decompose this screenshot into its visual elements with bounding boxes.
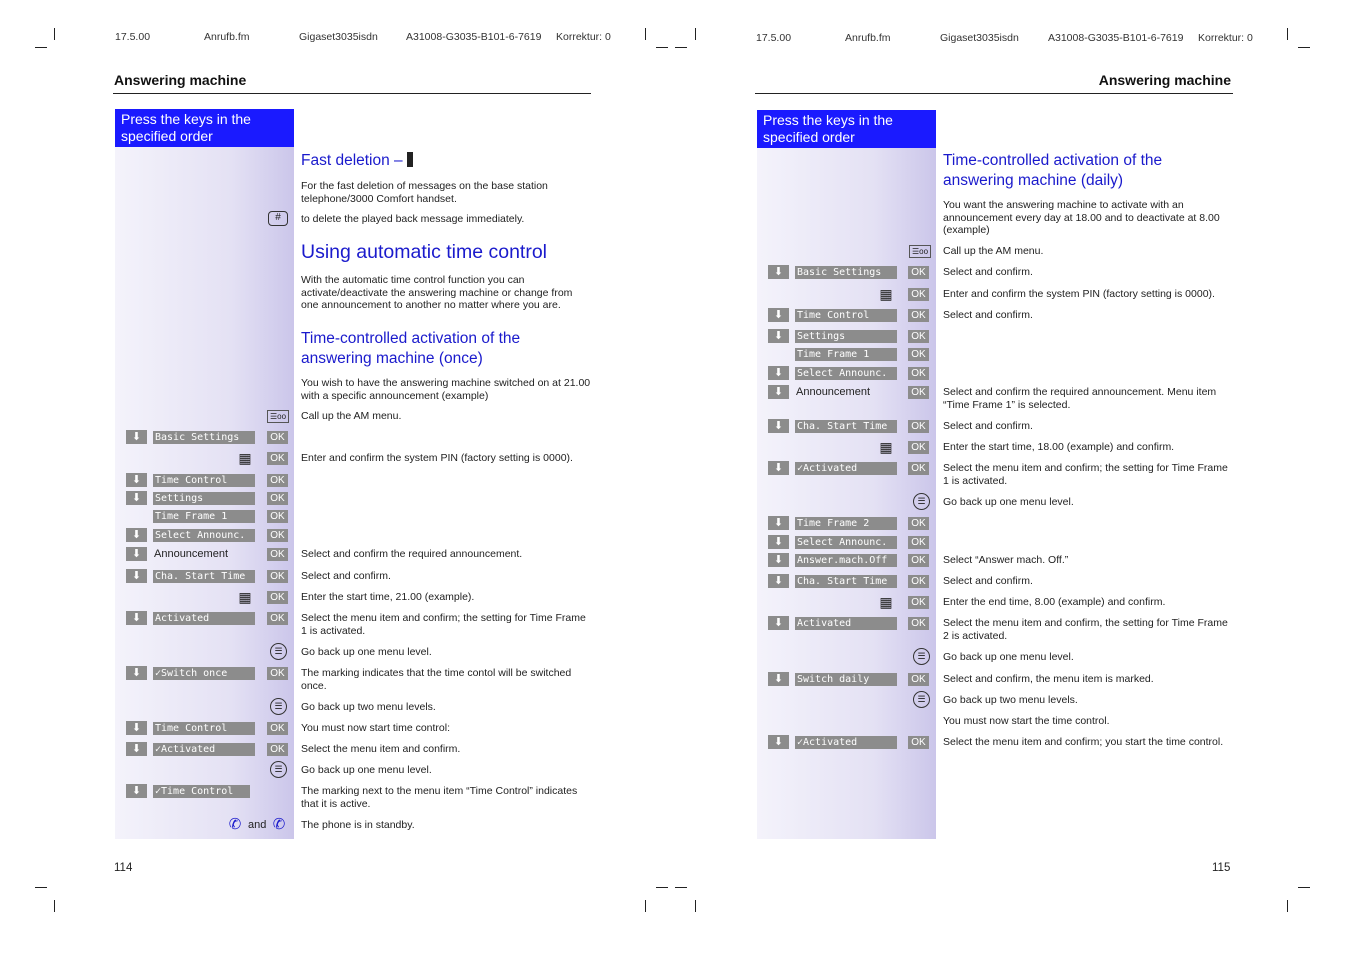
step-text: Select the menu item and confirm; you start the time control.	[943, 736, 1224, 748]
down-arrow-icon[interactable]: ⬇	[768, 535, 789, 549]
step-text: The phone is in standby.	[301, 819, 415, 831]
hash-key-icon[interactable]: #	[268, 211, 288, 226]
step-text: Select and confirm.	[943, 266, 1033, 278]
ok-button[interactable]: OK	[908, 462, 929, 475]
ok-button[interactable]: OK	[267, 591, 288, 604]
display-item[interactable]: Cha. Start Time	[153, 570, 255, 583]
step-text: Call up the AM menu.	[943, 245, 1044, 257]
display-item[interactable]: ✓Activated	[795, 462, 897, 475]
display-item[interactable]: Time Control	[795, 309, 897, 322]
ok-button[interactable]: OK	[267, 510, 288, 523]
crop-mark	[35, 887, 47, 888]
display-item[interactable]: Select Announc.	[795, 536, 897, 549]
step-text: Enter the start time, 21.00 (example).	[301, 591, 475, 603]
ok-button[interactable]: OK	[267, 722, 288, 735]
header-product: Gigaset3035isdn	[299, 31, 378, 43]
crop-mark	[675, 887, 687, 888]
menu-back-key-icon[interactable]: ☰	[913, 648, 930, 665]
display-item[interactable]: ✓Switch once	[153, 667, 255, 680]
title-rule	[113, 93, 591, 94]
once-text: You wish to have the answering machine switched on at 21.00 with a specific announcement (example)	[301, 377, 591, 402]
auto-time-title: Using automatic time control	[301, 241, 548, 263]
ok-button[interactable]: OK	[267, 452, 288, 465]
ok-button[interactable]: OK	[267, 612, 288, 625]
down-arrow-icon[interactable]: ⬇	[126, 473, 147, 487]
down-arrow-icon[interactable]: ⬇	[126, 430, 147, 444]
ok-button[interactable]: OK	[267, 743, 288, 756]
am-menu-key-icon[interactable]: ☰oo	[267, 410, 289, 423]
header-product: Gigaset3035isdn	[940, 32, 1019, 44]
display-item[interactable]: Time Control	[153, 722, 255, 735]
daily-text: You want the answering machine to activate with an announcement every day at 18.00 and to deactivate at 8.00 (example)	[943, 199, 1220, 236]
step-text: Select and confirm the required announcement. Menu item “Time Frame 1” is selected.	[943, 386, 1217, 411]
crop-mark	[675, 47, 687, 48]
page-number: 115	[1212, 862, 1231, 874]
display-item[interactable]: Activated	[153, 612, 255, 625]
step-text: Select and confirm, the menu item is marked.	[943, 673, 1154, 685]
step-text: Select the menu item and confirm; the setting for Time Frame 1 is activated.	[301, 612, 586, 637]
down-arrow-icon[interactable]: ⬇	[126, 666, 147, 680]
ok-button[interactable]: OK	[908, 517, 929, 530]
down-arrow-icon[interactable]: ⬇	[768, 419, 789, 433]
step-text: Go back up two menu levels.	[943, 694, 1078, 706]
step-text: Select and confirm.	[943, 309, 1033, 321]
ok-button[interactable]: OK	[908, 330, 929, 343]
down-arrow-icon[interactable]: ⬇	[768, 329, 789, 343]
ok-button[interactable]: OK	[908, 309, 929, 322]
step-text: Select and confirm.	[943, 575, 1033, 587]
ok-button[interactable]: OK	[267, 492, 288, 505]
header-korrektur: Korrektur: 0	[1198, 32, 1253, 44]
step-text: Go back up one menu level.	[943, 496, 1074, 508]
down-arrow-icon[interactable]: ⬇	[126, 784, 147, 798]
down-arrow-icon[interactable]: ⬇	[768, 265, 789, 279]
step-text: Select and confirm the required announcement.	[301, 548, 523, 560]
down-arrow-icon[interactable]: ⬇	[768, 516, 789, 530]
step-text: Enter and confirm the system PIN (factory setting is 0000).	[301, 452, 573, 464]
down-arrow-icon[interactable]: ⬇	[768, 366, 789, 380]
ok-button[interactable]: OK	[267, 474, 288, 487]
ok-button[interactable]: OK	[267, 548, 288, 561]
ok-button[interactable]: OK	[908, 596, 929, 609]
display-item[interactable]: ✓Activated	[153, 743, 255, 756]
crop-mark	[656, 47, 668, 48]
crop-mark	[54, 900, 55, 912]
menu-item-plain[interactable]: Announcement	[154, 548, 228, 560]
keypad-icon[interactable]: ▦	[879, 439, 893, 455]
and-label: and	[248, 819, 267, 831]
display-item[interactable]: Select Announc.	[153, 529, 255, 542]
handset-icon	[407, 152, 413, 167]
ok-button[interactable]: OK	[908, 288, 929, 301]
crop-mark	[1287, 28, 1288, 40]
step-text: Enter and confirm the system PIN (factory setting is 0000).	[943, 288, 1215, 300]
step-text: The marking next to the menu item “Time Control” indicates that it is active.	[301, 785, 578, 810]
step-text: Select the menu item and confirm; the setting for Time Frame 1 is activated.	[943, 462, 1228, 487]
down-arrow-icon[interactable]: ⬇	[768, 735, 789, 749]
ok-button[interactable]: OK	[908, 348, 929, 361]
am-menu-text: Call up the AM menu.	[301, 410, 402, 422]
ok-button[interactable]: OK	[908, 554, 929, 567]
step-text: Select the menu item and confirm, the setting for Time Frame 2 is activated.	[943, 617, 1228, 642]
crop-mark	[695, 28, 696, 40]
display-item[interactable]: Select Announc.	[795, 367, 897, 380]
handset-lift-icon[interactable]: ✆	[228, 816, 242, 833]
menu-back-key-icon[interactable]: ☰	[270, 643, 287, 660]
title-rule	[755, 93, 1233, 94]
crop-mark	[1287, 900, 1288, 912]
hash-text: to delete the played back message immediately.	[301, 213, 525, 225]
display-item[interactable]: Basic Settings	[795, 266, 897, 279]
crop-mark	[1298, 887, 1310, 888]
step-text: Go back up one menu level.	[301, 764, 432, 776]
keypad-icon[interactable]: ▦	[879, 286, 893, 302]
down-arrow-icon[interactable]: ⬇	[126, 528, 147, 542]
display-item[interactable]: Activated	[795, 617, 897, 630]
step-text: The marking indicates that the time contol will be switched once.	[301, 667, 572, 692]
down-arrow-icon[interactable]: ⬇	[768, 308, 789, 322]
display-item[interactable]: Basic Settings	[153, 431, 255, 444]
display-item[interactable]: Answer.mach.Off	[795, 554, 897, 567]
menu-back-key-icon[interactable]: ☰	[913, 493, 930, 510]
display-item[interactable]: Switch daily	[795, 673, 897, 686]
keys-header: Press the keys in the specified order	[115, 109, 294, 147]
crop-mark	[1298, 47, 1310, 48]
page-right	[675, 0, 1350, 954]
handset-hangup-icon[interactable]: ✆	[272, 816, 286, 833]
header-korrektur: Korrektur: 0	[556, 31, 611, 43]
down-arrow-icon[interactable]: ⬇	[768, 461, 789, 475]
ok-button[interactable]: OK	[267, 529, 288, 542]
header-docno: A31008-G3035-B101-6-7619	[406, 31, 542, 43]
down-arrow-icon[interactable]: ⬇	[126, 547, 147, 561]
fast-deletion-text: For the fast deletion of messages on the base station telephone/3000 Comfort handset.	[301, 180, 548, 205]
ok-button[interactable]: OK	[267, 667, 288, 680]
ok-button[interactable]: OK	[908, 386, 929, 399]
auto-time-text: With the automatic time control function you can activate/deactivate the answering machine or change from one announcement to another no matter where you are.	[301, 274, 573, 311]
display-item[interactable]: Time Frame 1	[795, 348, 897, 361]
step-text: Go back up one menu level.	[943, 651, 1074, 663]
keypad-icon[interactable]: ▦	[238, 450, 252, 466]
fast-deletion-title: Fast deletion –	[301, 151, 413, 171]
ok-button[interactable]: OK	[908, 420, 929, 433]
crop-mark	[54, 28, 55, 40]
daily-title: Time-controlled activation of the answering machine (daily)	[943, 152, 1163, 189]
down-arrow-icon[interactable]: ⬇	[768, 672, 789, 686]
down-arrow-icon[interactable]: ⬇	[768, 553, 789, 567]
ok-button[interactable]: OK	[908, 575, 929, 588]
ok-button[interactable]: OK	[908, 266, 929, 279]
step-text: Enter the start time, 18.00 (example) and confirm.	[943, 441, 1175, 453]
step-text: Go back up one menu level.	[301, 646, 432, 658]
step-text: Enter the end time, 8.00 (example) and confirm.	[943, 596, 1166, 608]
ok-button[interactable]: OK	[908, 673, 929, 686]
menu-item-plain[interactable]: Announcement	[796, 386, 870, 398]
step-text: Select “Answer mach. Off.”	[943, 554, 1069, 566]
ok-button[interactable]: OK	[908, 367, 929, 380]
display-item[interactable]: Settings	[153, 492, 255, 505]
down-arrow-icon[interactable]: ⬇	[768, 574, 789, 588]
display-item[interactable]: ✓Activated	[795, 736, 897, 749]
page-number: 114	[114, 862, 133, 874]
menu-back-key-icon[interactable]: ☰	[270, 698, 287, 715]
down-arrow-icon[interactable]: ⬇	[768, 616, 789, 630]
header-file: Anrufb.fm	[204, 31, 250, 43]
display-item[interactable]: Settings	[795, 330, 897, 343]
ok-button[interactable]: OK	[908, 441, 929, 454]
display-item[interactable]: ✓Time Control	[153, 785, 250, 798]
keypad-icon[interactable]: ▦	[879, 594, 893, 610]
header-date: 17.5.00	[115, 31, 151, 43]
keys-header: Press the keys in the specified order	[757, 110, 936, 148]
header-docno: A31008-G3035-B101-6-7619	[1048, 32, 1184, 44]
display-item[interactable]: Time Control	[153, 474, 255, 487]
crop-mark	[645, 900, 646, 912]
display-item[interactable]: Cha. Start Time	[795, 575, 897, 588]
step-text: Select the menu item and confirm.	[301, 743, 461, 755]
display-item[interactable]: Time Frame 1	[153, 510, 255, 523]
display-item[interactable]: Time Frame 2	[795, 517, 897, 530]
header-file: Anrufb.fm	[845, 32, 891, 44]
display-item[interactable]: Cha. Start Time	[795, 420, 897, 433]
crop-mark	[35, 47, 47, 48]
header-date: 17.5.00	[756, 32, 792, 44]
keypad-icon[interactable]: ▦	[238, 589, 252, 605]
step-text: Select and confirm.	[943, 420, 1033, 432]
down-arrow-icon[interactable]: ⬇	[126, 569, 147, 583]
down-arrow-icon[interactable]: ⬇	[126, 611, 147, 625]
ok-button[interactable]: OK	[267, 431, 288, 444]
crop-mark	[695, 900, 696, 912]
crop-mark	[645, 28, 646, 40]
ok-button[interactable]: OK	[908, 617, 929, 630]
menu-back-key-icon[interactable]: ☰	[270, 761, 287, 778]
down-arrow-icon[interactable]: ⬇	[126, 721, 147, 735]
crop-mark	[656, 887, 668, 888]
down-arrow-icon[interactable]: ⬇	[126, 742, 147, 756]
section-title: Answering machine	[1098, 72, 1231, 88]
step-text: Go back up two menu levels.	[301, 701, 436, 713]
section-title: Answering machine	[114, 72, 247, 88]
step-text: You must now start the time control.	[943, 715, 1110, 727]
ok-button[interactable]: OK	[908, 736, 929, 749]
ok-button[interactable]: OK	[267, 570, 288, 583]
once-title: Time-controlled activation of the answering machine (once)	[301, 330, 521, 367]
down-arrow-icon[interactable]: ⬇	[126, 491, 147, 505]
menu-back-key-icon[interactable]: ☰	[913, 691, 930, 708]
am-menu-key-icon[interactable]: ☰oo	[909, 245, 931, 258]
step-text: Select and confirm.	[301, 570, 391, 582]
down-arrow-icon[interactable]: ⬇	[768, 385, 789, 399]
step-text: You must now start time control:	[301, 722, 451, 734]
ok-button[interactable]: OK	[908, 536, 929, 549]
